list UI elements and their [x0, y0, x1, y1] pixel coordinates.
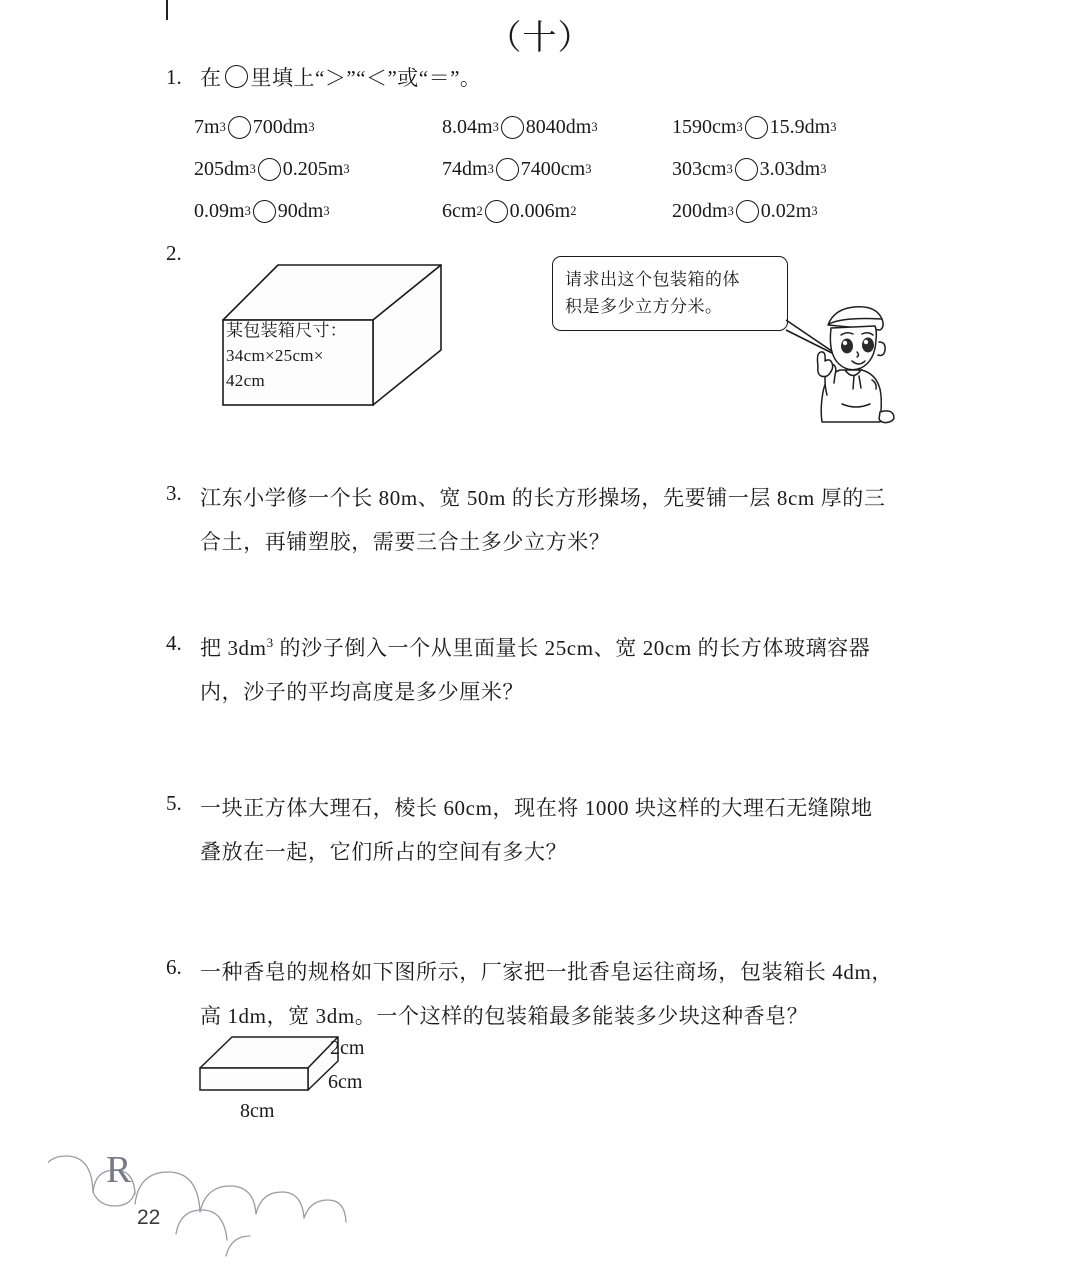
- fill-item[interactable]: 205dm 3 0.205m 3: [194, 157, 350, 180]
- problem-4: [166, 626, 956, 714]
- problem-1: [166, 60, 926, 96]
- comparison-circle-icon[interactable]: [735, 158, 758, 181]
- fill-item[interactable]: 8.04m 3 8040dm 3: [442, 115, 598, 138]
- problem-5-number: 5.: [166, 791, 182, 815]
- soap-length-label: 8cm: [240, 1100, 275, 1122]
- fill-right-value: 0.006m: [509, 199, 571, 222]
- carton-label: [226, 318, 376, 393]
- fill-right-value: 8040dm: [525, 115, 592, 138]
- fill-left-value: 7m: [194, 115, 220, 138]
- comparison-circle-icon[interactable]: [736, 200, 759, 223]
- problem-4-number: 4.: [166, 631, 182, 655]
- problem-1-stem: [200, 60, 926, 96]
- fill-item[interactable]: 0.09m 3 90dm 3: [194, 199, 330, 222]
- speech-bubble-line-2: 积是多少立方分米。: [565, 297, 723, 316]
- problem-3-line-2: 合土，再铺塑胶，需要三合土多少立方米？: [200, 530, 611, 554]
- problem-5-line-1: 一块正方体大理石，棱长 60cm，现在将 1000 块这样的大理石无缝隙地: [200, 796, 873, 820]
- fill-row: [194, 106, 894, 148]
- problem-1-fill-grid: [194, 106, 894, 232]
- fill-left-value: 303cm: [672, 157, 727, 180]
- problem-6: [166, 950, 956, 1038]
- carton-label-line-2: 34cm×25cm×: [226, 346, 324, 365]
- blank-circle-icon: [225, 65, 248, 88]
- problem-1-number: 1.: [166, 65, 182, 89]
- fill-row: [194, 148, 894, 190]
- fill-left-value: 1590cm: [672, 115, 737, 138]
- comparison-circle-icon[interactable]: [496, 158, 519, 181]
- fill-left-value: 8.04m: [442, 115, 493, 138]
- speech-bubble-line-1: 请求出这个包装箱的体: [565, 270, 740, 289]
- fill-right-value: 700dm: [252, 115, 309, 138]
- problem-4-exponent: 3: [266, 635, 274, 650]
- problem-4-line-2: 内，沙子的平均高度是多少厘米？: [200, 680, 524, 704]
- fill-item[interactable]: 6cm 2 0.006m 2: [442, 199, 577, 222]
- soap-bar-illustration: [196, 1028, 396, 1128]
- problem-3: [166, 476, 956, 564]
- fill-item[interactable]: 200dm 3 0.02m 3: [672, 199, 818, 222]
- comparison-circle-icon[interactable]: [228, 116, 251, 139]
- comparison-circle-icon[interactable]: [485, 200, 508, 223]
- publisher-logo: R: [106, 1149, 132, 1191]
- problem-3-number: 3.: [166, 481, 182, 505]
- fill-item[interactable]: 74dm 3 7400cm 3: [442, 157, 592, 180]
- problem-4-line-1-a: 把 3dm: [200, 636, 267, 660]
- fill-row: [194, 190, 894, 232]
- speech-bubble-group: [552, 256, 902, 426]
- problem-5: [166, 786, 956, 874]
- boy-character-icon: [802, 300, 902, 424]
- problem-3-line-1: 江东小学修一个长 80m、宽 50m 的长方形操场，先要铺一层 8cm 厚的三: [200, 486, 886, 510]
- fill-item[interactable]: 303cm 3 3.03dm 3: [672, 157, 827, 180]
- problem-4-line-1-b: 的沙子倒入一个从里面量长 25cm、宽 20cm 的长方体玻璃容器: [273, 636, 871, 660]
- fill-left-value: 74dm: [442, 157, 488, 180]
- carton-label-line-1: 某包装箱尺寸：: [226, 321, 348, 340]
- problem-6-line-2: 高 1dm，宽 3dm。一个这样的包装箱最多能装多少块这种香皂？: [200, 1004, 809, 1028]
- fill-right-value: 7400cm: [520, 157, 586, 180]
- carton-label-line-3: 42cm: [226, 371, 265, 390]
- problem-5-line-2: 叠放在一起，它们所占的空间有多大？: [200, 840, 568, 864]
- fill-item[interactable]: 1590cm 3 15.9dm 3: [672, 115, 837, 138]
- problem-1-stem-prefix: 在: [200, 66, 222, 90]
- problem-1-stem-suffix: 里填上“＞”“＜”或“＝”。: [250, 66, 482, 90]
- comparison-circle-icon[interactable]: [501, 116, 524, 139]
- page-title: （十）: [487, 20, 593, 57]
- comparison-circle-icon[interactable]: [258, 158, 281, 181]
- problem-2-number: 2.: [166, 241, 182, 265]
- fill-right-value: 0.02m: [760, 199, 812, 222]
- carton-illustration: [216, 250, 446, 406]
- page-number: 22: [137, 1206, 161, 1229]
- fill-left-value: 205dm: [194, 157, 250, 180]
- soap-depth-label: 6cm: [328, 1071, 363, 1093]
- fill-right-value: 0.205m: [282, 157, 344, 180]
- cloud-decoration: [48, 1138, 408, 1266]
- fill-item[interactable]: 7m 3 700dm 3: [194, 115, 315, 138]
- fill-left-value: 0.09m: [194, 199, 245, 222]
- fill-right-value: 3.03dm: [759, 157, 821, 180]
- soap-height-label: 2cm: [330, 1037, 365, 1059]
- fill-left-value: 200dm: [672, 199, 728, 222]
- problem-6-line-1: 一种香皂的规格如下图所示，厂家把一批香皂运往商场，包装箱长 4dm，: [200, 960, 893, 984]
- fill-left-value: 6cm: [442, 199, 477, 222]
- problem-2: [166, 236, 200, 270]
- soap-bar-svg: [196, 1028, 396, 1128]
- problem-6-number: 6.: [166, 955, 182, 979]
- problem-4-line-1: [200, 626, 956, 670]
- speech-bubble: [552, 256, 788, 331]
- fill-right-value: 15.9dm: [769, 115, 831, 138]
- comparison-circle-icon[interactable]: [253, 200, 276, 223]
- fill-right-value: 90dm: [277, 199, 324, 222]
- comparison-circle-icon[interactable]: [745, 116, 768, 139]
